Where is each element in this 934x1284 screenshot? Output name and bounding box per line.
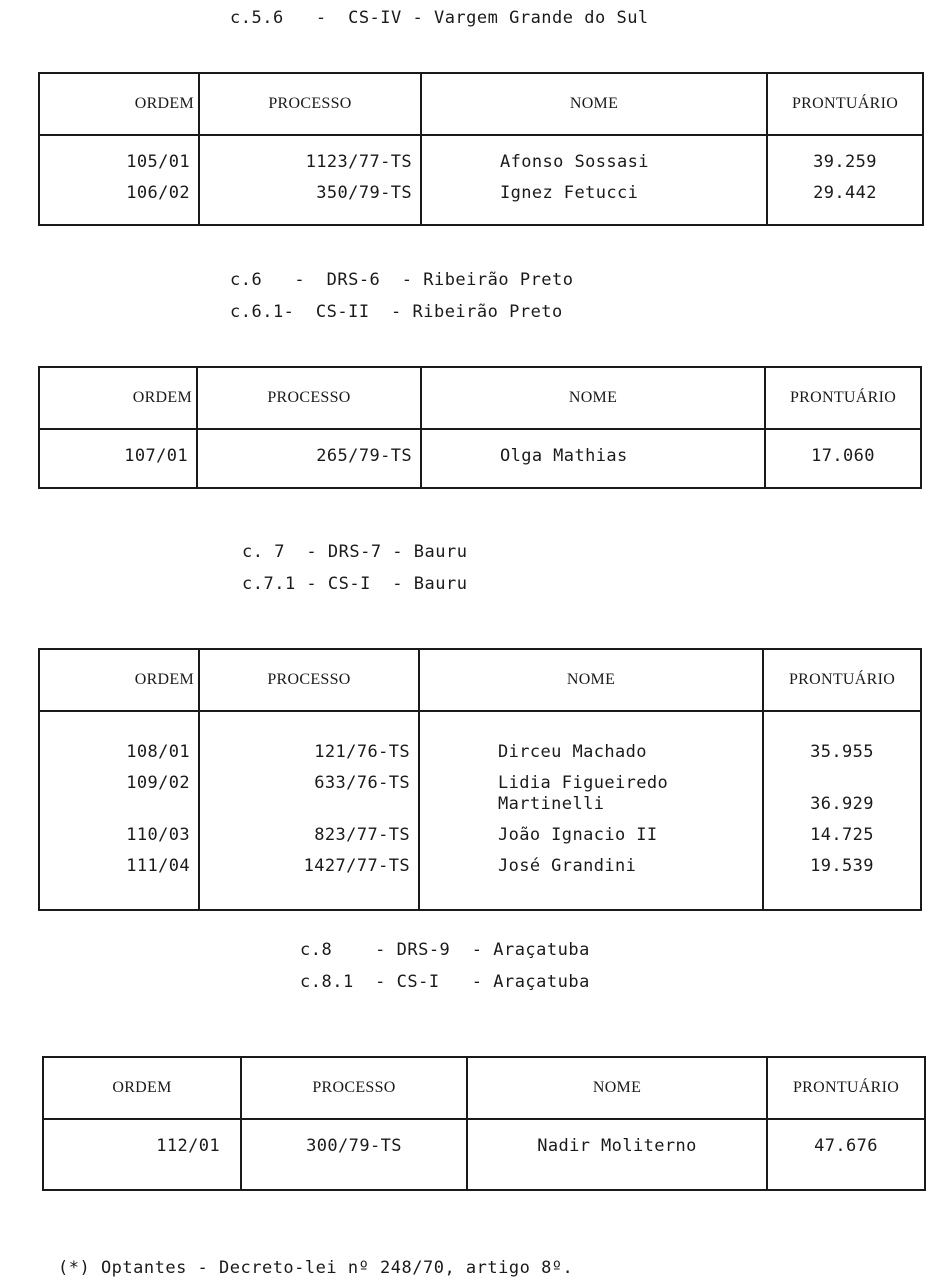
table-row xyxy=(39,711,921,763)
table-row xyxy=(39,429,921,467)
section-subheading: c.8.1 - CS-I - Araçatuba xyxy=(300,972,590,992)
section-heading: c.6 - DRS-6 - Ribeirão Preto xyxy=(230,270,574,290)
cell-prontuario: 47.676 xyxy=(767,1119,925,1157)
col-header-processo: PROCESSO xyxy=(199,73,421,135)
col-header-nome: NOME xyxy=(421,367,765,429)
table-row xyxy=(39,815,921,846)
cell-processo: 121/76-TS xyxy=(199,711,419,763)
section-heading: c. 7 - DRS-7 - Bauru xyxy=(242,542,468,562)
processes-table-ribeirao-preto xyxy=(38,366,922,489)
cell-processo: 265/79-TS xyxy=(197,429,421,467)
col-header-prontuario: PRONTUÁRIO xyxy=(765,367,921,429)
table-row xyxy=(39,135,923,173)
col-header-nome: NOME xyxy=(467,1057,767,1119)
col-header-nome: NOME xyxy=(421,73,767,135)
cell-ordem: 109/02 xyxy=(39,763,199,815)
col-header-prontuario: PRONTUÁRIO xyxy=(767,1057,925,1119)
cell-processo: 1427/77-TS xyxy=(199,846,419,877)
cell-processo: 823/77-TS xyxy=(199,815,419,846)
cell-prontuario: 39.259 xyxy=(767,135,923,173)
section-subheading: c.6.1- CS-II - Ribeirão Preto xyxy=(230,302,563,322)
table-row xyxy=(43,1119,925,1157)
cell-nome: Ignez Fetucci xyxy=(421,173,767,204)
table-row xyxy=(39,173,923,204)
cell-prontuario: 14.725 xyxy=(763,815,921,846)
col-header-ordem: ORDEM xyxy=(39,649,199,711)
cell-ordem: 112/01 xyxy=(43,1119,241,1157)
cell-prontuario: 19.539 xyxy=(763,846,921,877)
cell-processo: 633/76-TS xyxy=(199,763,419,815)
table-row xyxy=(39,846,921,877)
cell-ordem: 108/01 xyxy=(39,711,199,763)
cell-nome: José Grandini xyxy=(419,846,763,877)
cell-prontuario: 36.929 xyxy=(763,763,921,815)
col-header-prontuario: PRONTUÁRIO xyxy=(767,73,923,135)
processes-table-bauru xyxy=(38,648,922,911)
cell-nome: Dirceu Machado xyxy=(419,711,763,763)
cell-ordem: 110/03 xyxy=(39,815,199,846)
col-header-ordem: ORDEM xyxy=(39,73,199,135)
section-heading: c.8 - DRS-9 - Araçatuba xyxy=(300,940,590,960)
section-heading: c.5.6 - CS-IV - Vargem Grande do Sul xyxy=(230,8,649,28)
cell-ordem: 106/02 xyxy=(39,173,199,204)
cell-nome: Afonso Sossasi xyxy=(421,135,767,173)
cell-ordem: 105/01 xyxy=(39,135,199,173)
cell-ordem: 111/04 xyxy=(39,846,199,877)
cell-nome: Lidia Figueiredo Martinelli xyxy=(419,763,763,815)
col-header-processo: PROCESSO xyxy=(199,649,419,711)
col-header-ordem: ORDEM xyxy=(39,367,197,429)
table-row xyxy=(39,763,921,815)
col-header-ordem: ORDEM xyxy=(43,1057,241,1119)
section-subheading: c.7.1 - CS-I - Bauru xyxy=(242,574,468,594)
cell-processo: 300/79-TS xyxy=(241,1119,467,1157)
cell-ordem: 107/01 xyxy=(39,429,197,467)
col-header-prontuario: PRONTUÁRIO xyxy=(763,649,921,711)
cell-processo: 1123/77-TS xyxy=(199,135,421,173)
processes-table-aracatuba xyxy=(42,1056,926,1191)
col-header-nome: NOME xyxy=(419,649,763,711)
cell-nome: João Ignacio II xyxy=(419,815,763,846)
cell-processo: 350/79-TS xyxy=(199,173,421,204)
footnote: (*) Optantes - Decreto-lei nº 248/70, artigo 8º. xyxy=(58,1258,574,1278)
cell-prontuario: 35.955 xyxy=(763,711,921,763)
cell-nome: Olga Mathias xyxy=(421,429,765,467)
processes-table-vargem-grande xyxy=(38,72,924,226)
cell-nome: Nadir Moliterno xyxy=(467,1119,767,1157)
col-header-processo: PROCESSO xyxy=(241,1057,467,1119)
cell-prontuario: 17.060 xyxy=(765,429,921,467)
cell-prontuario: 29.442 xyxy=(767,173,923,204)
col-header-processo: PROCESSO xyxy=(197,367,421,429)
